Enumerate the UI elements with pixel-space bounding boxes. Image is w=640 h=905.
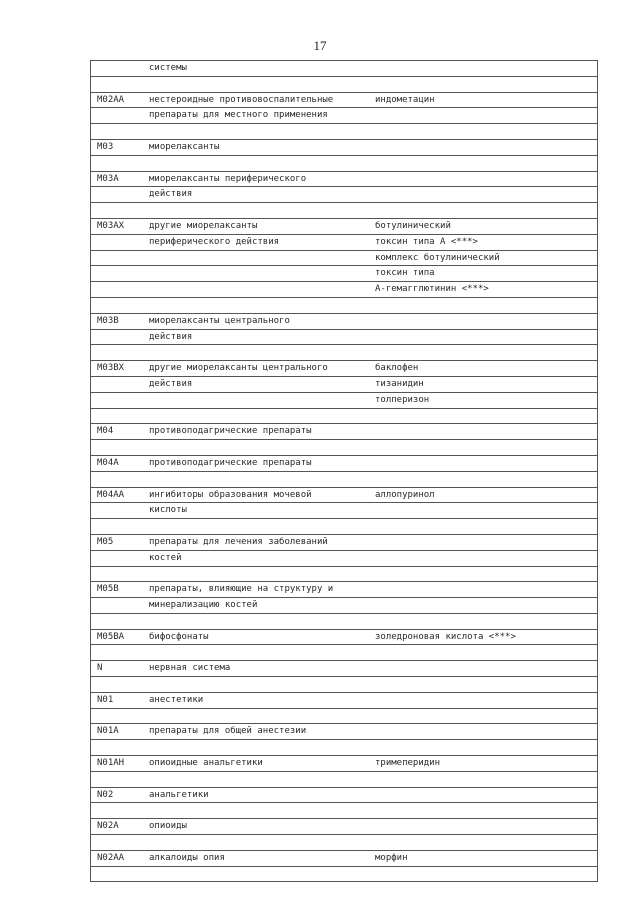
table-row [91,377,597,393]
table-row [91,440,597,456]
group-name-cell: препараты для общей анестезии [149,726,307,737]
group-name-cell: действия [149,189,193,200]
atc-code-cell: M05 [97,536,114,547]
atc-code-cell: N01 [97,694,114,705]
table-row [91,851,597,867]
table-row [91,740,597,756]
group-name-cell: костей [149,552,182,563]
group-name-cell: миорелаксанты центрального [149,315,290,326]
table-row [91,108,597,124]
drug-name-cell: толперизон [375,394,430,405]
group-name-cell: противоподагрические препараты [149,426,312,437]
table-row [91,709,597,725]
atc-code-cell: N02 [97,789,114,800]
table-row [91,661,597,677]
table-row [91,551,597,567]
group-name-cell: миорелаксанты периферического [149,173,307,184]
group-name-cell: противоподагрические препараты [149,457,312,468]
table-row [91,456,597,472]
atc-code-cell: M03A [97,173,119,184]
table-row [91,187,597,203]
table-row [91,251,597,267]
group-name-cell: алкалоиды опия [149,852,225,863]
group-name-cell: ингибиторы образования мочевой [149,489,312,500]
table-row [91,124,597,140]
table-row [91,345,597,361]
atc-code-cell: M02AA [97,94,125,105]
group-name-cell: миорелаксанты [149,141,220,152]
atc-code-cell: M04 [97,426,114,437]
table-row [91,677,597,693]
atc-code-cell: M04AA [97,489,125,500]
group-name-cell: опиоидные анальгетики [149,758,263,769]
table-row [91,235,597,251]
table-row [91,314,597,330]
group-name-cell: препараты для лечения заболеваний [149,536,328,547]
drug-name-cell: индометацин [375,94,435,105]
table-row [91,361,597,377]
table-row [91,266,597,282]
drug-name-cell: морфин [375,852,408,863]
atc-code-cell: N02AA [97,852,125,863]
atc-code-cell: N02A [97,821,119,832]
table-row [91,393,597,409]
group-name-cell: препараты, влияющие на структуру и [149,584,334,595]
table-row [91,756,597,772]
atc-code-cell: M03B [97,315,119,326]
group-name-cell: бифосфонаты [149,631,209,642]
group-name-cell: кислоты [149,505,187,516]
drug-name-cell: баклофен [375,363,419,374]
atc-code-cell: M03 [97,141,114,152]
table-row [91,77,597,93]
table-row [91,693,597,709]
atc-code-cell: N01A [97,726,119,737]
group-name-cell: анестетики [149,694,204,705]
table-row [91,488,597,504]
atc-code-cell: N [97,663,103,674]
table-row [91,567,597,583]
table-row [91,835,597,851]
page-number: 17 [313,38,327,53]
group-name-cell: минерализацию костей [149,600,258,611]
atc-code-cell: M03AX [97,220,125,231]
group-name-cell: нервная система [149,663,231,674]
table-row [91,803,597,819]
table-row [91,867,597,883]
group-name-cell: действия [149,378,193,389]
group-name-cell: нестероидные противовоспалительные [149,94,334,105]
table-row [91,598,597,614]
table-row [91,819,597,835]
table-row [91,472,597,488]
atc-code-cell: N01AH [97,758,125,769]
table-row [91,724,597,740]
drug-name-cell: A-гемагглютинин <***> [375,284,489,295]
table-row [91,93,597,109]
drug-name-cell: золедроновая кислота <***> [375,631,516,642]
drug-name-cell: тримеперидин [375,758,441,769]
table-row [91,519,597,535]
group-name-cell: препараты для местного применения [149,110,328,121]
drug-name-cell: токсин типа A <***> [375,236,478,247]
table-row [91,582,597,598]
table-row [91,219,597,235]
table-row [91,282,597,298]
table-row [91,140,597,156]
atc-code-cell: M05B [97,584,119,595]
drug-name-cell: тизанидин [375,378,424,389]
table-row [91,409,597,425]
table-row [91,772,597,788]
table-row [91,788,597,804]
atc-code-cell: M04A [97,457,119,468]
table-row [91,503,597,519]
atc-code-cell: M03BX [97,363,125,374]
drug-name-cell: токсин типа [375,268,435,279]
drug-classification-table [90,60,598,882]
group-name-cell: другие миорелаксанты [149,220,258,231]
table-row [91,614,597,630]
table-row [91,61,597,77]
drug-name-cell: комплекс ботулинический [375,252,500,263]
table-row [91,172,597,188]
table-row [91,630,597,646]
drug-name-cell: ботулинический [375,220,451,231]
group-name-cell: анальгетики [149,789,209,800]
atc-code-cell: M05BA [97,631,125,642]
table-row [91,330,597,346]
group-name-cell: периферического действия [149,236,280,247]
group-name-cell: действия [149,331,193,342]
drug-name-cell: аллопуринол [375,489,435,500]
table-row [91,424,597,440]
table-row [91,535,597,551]
table-row [91,298,597,314]
group-name-cell: другие миорелаксанты центрального [149,363,328,374]
table-row [91,156,597,172]
table-row [91,203,597,219]
group-name-cell: системы [149,63,187,73]
table-row [91,645,597,661]
group-name-cell: опиоиды [149,821,187,832]
